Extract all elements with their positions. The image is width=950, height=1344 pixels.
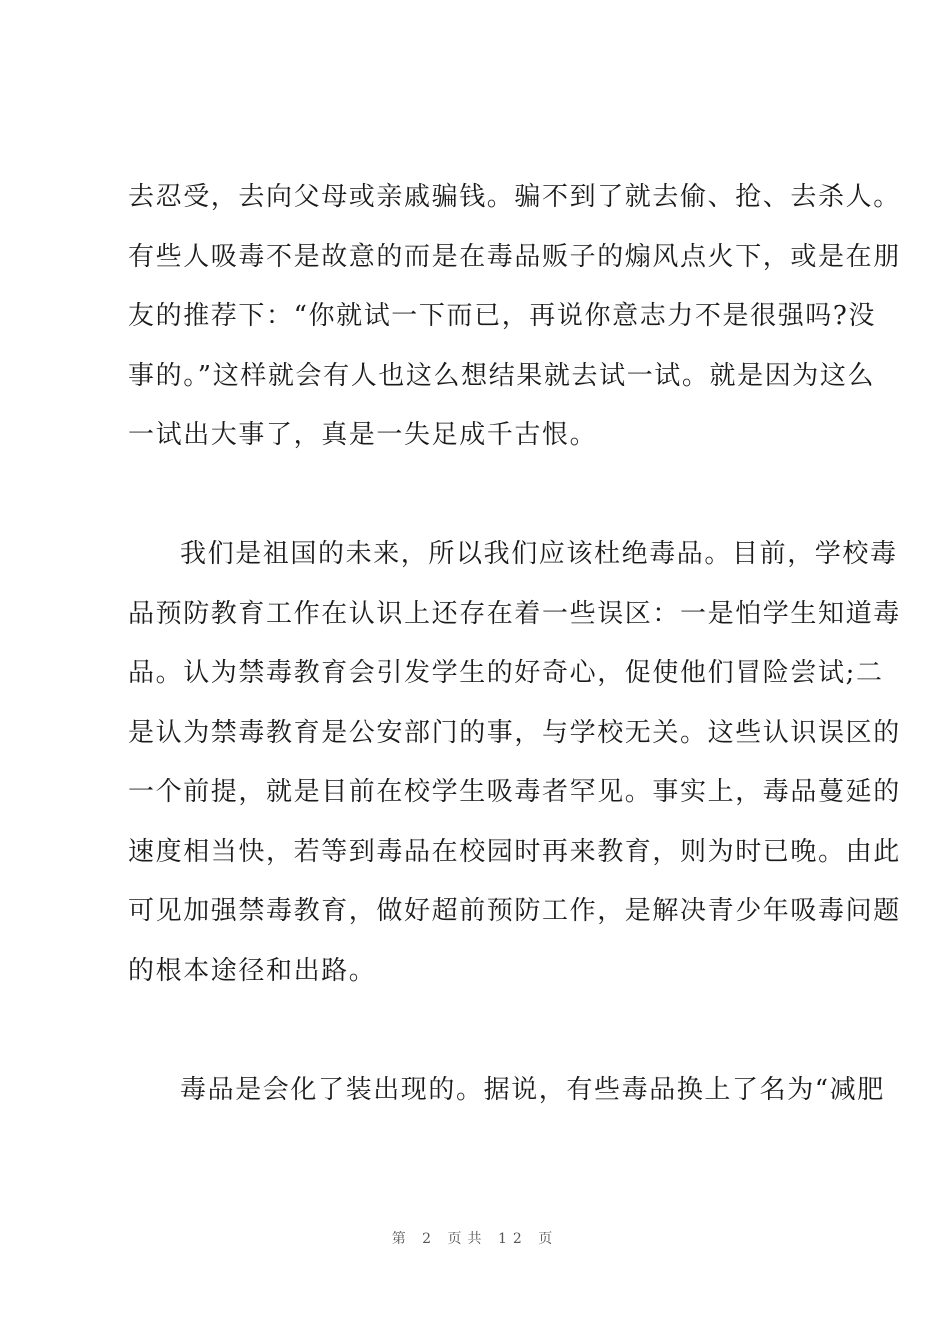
text-line: 品。认为禁毒教育会引发学生的好奇心，促使他们冒险尝试;二 xyxy=(128,658,884,688)
text-line: 有些人吸毒不是故意的而是在毒品贩子的煽风点火下，或是在朋 xyxy=(128,241,901,272)
paragraph-3 xyxy=(128,1061,885,1121)
text-line: 速度相当快，若等到毒品在校园时再来教育，则为时已晚。由此 xyxy=(128,836,901,867)
text-line: 是认为禁毒教育是公安部门的事，与学校无关。这些认识误区的 xyxy=(128,717,901,748)
paragraph-spacer xyxy=(128,1001,840,1061)
text-line: 去忍受，去向父母或亲戚骗钱。骗不到了就去偷、抢、去杀人。 xyxy=(128,182,901,212)
text-line: 事的。”这样就会有人也这么想结果就去试一试。就是因为这么 xyxy=(128,360,876,391)
paragraph-2 xyxy=(128,525,901,1001)
text-line: 的根本途径和出路。 xyxy=(128,955,377,986)
text-line: 一试出大事了，真是一失足成千古恨。 xyxy=(128,420,598,450)
text-line: 毒品是会化了装出现的。据说，有些毒品换上了名为“减肥 xyxy=(180,1074,885,1105)
body-text xyxy=(128,168,901,1120)
paragraph-1 xyxy=(128,168,901,466)
text-line: 友的推荐下：“你就试一下而已，再说你意志力不是很强吗?没 xyxy=(128,301,877,331)
text-line: 可见加强禁毒教育，做好超前预防工作，是解决青少年吸毒问题 xyxy=(128,896,901,926)
text-line: 品预防教育工作在认识上还存在着一些误区：一是怕学生知道毒 xyxy=(128,598,901,629)
paragraph-spacer xyxy=(128,466,840,526)
text-line: 一个前提，就是目前在校学生吸毒者罕见。事实上，毒品蔓延的 xyxy=(128,777,901,807)
text-line: 我们是祖国的未来，所以我们应该杜绝毒品。目前，学校毒 xyxy=(180,539,898,569)
page-number-footer: 第 2 页共 12 页 xyxy=(391,1231,559,1247)
